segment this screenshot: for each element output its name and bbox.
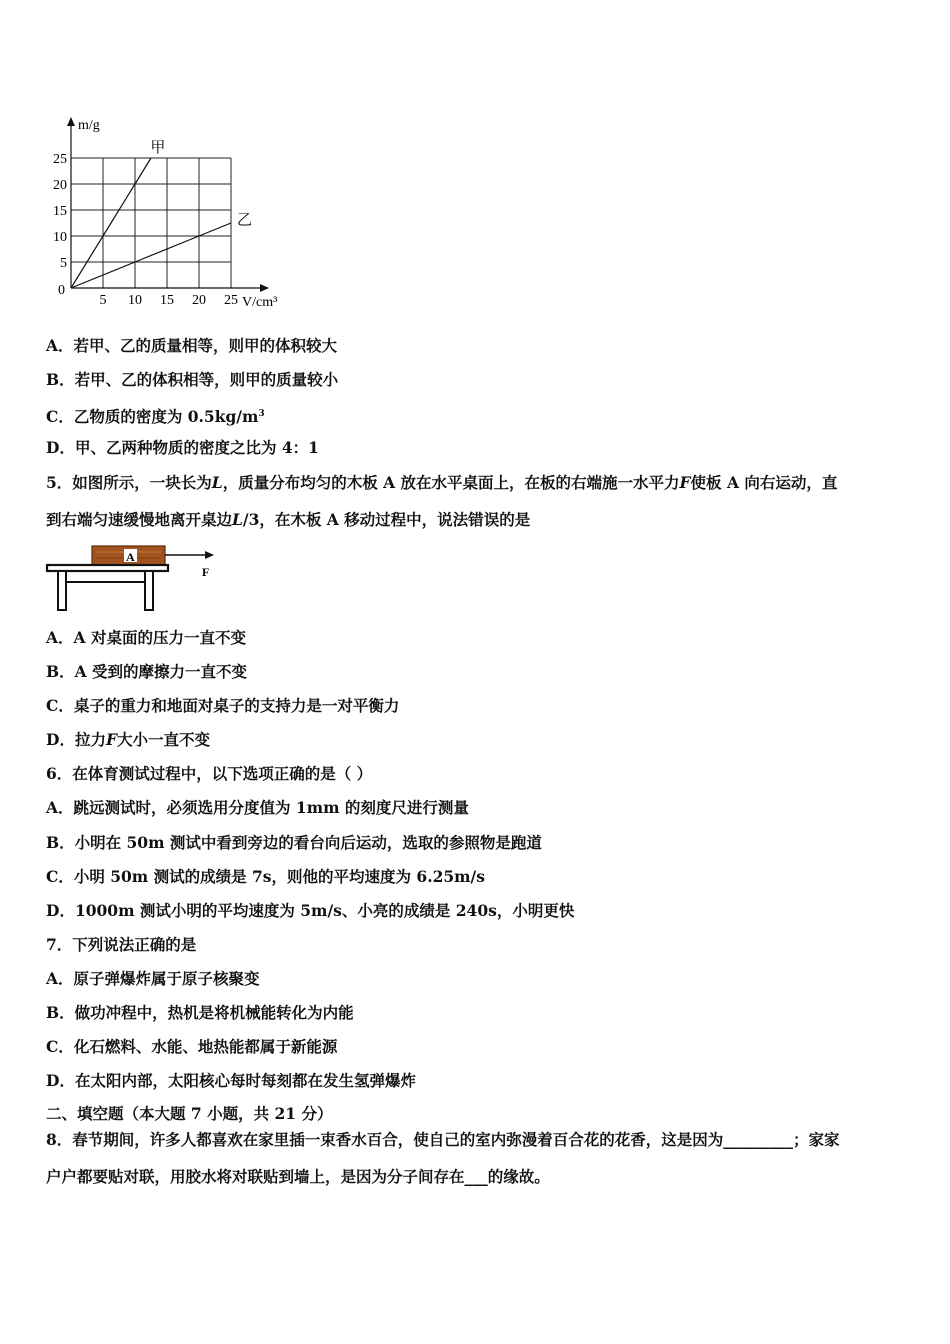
q5-var-F: F — [105, 730, 117, 749]
origin-label: 0 — [58, 283, 65, 298]
y-tick-label: 5 — [60, 256, 67, 271]
q6-option-c: C．小明 50m 测试的成绩是 7s，则他的平均速度为 6.25m/s — [46, 867, 485, 886]
q5-stem-part: ，质量分布均匀的木板 A 放在水平桌面上，在板的右端施一水平力 — [222, 473, 680, 492]
y-tick-label: 15 — [53, 204, 67, 219]
q5-option-a: A．A 对桌面的压力一直不变 — [46, 628, 246, 647]
q5-stem-part: /3，在木板 A 移动过程中，说法错误的是 — [242, 510, 531, 529]
q5-stem-line2 — [46, 510, 530, 530]
y-axis-label: m/g — [78, 118, 100, 133]
y-tick-label: 10 — [53, 230, 67, 245]
series-line-jia-ext — [135, 158, 151, 184]
q6-option-d: D．1000m 测试小明的平均速度为 5m/s、小亮的成绩是 240s，小明更快 — [46, 901, 575, 920]
y-tick-label: 25 — [53, 152, 67, 167]
x-tick-label: 20 — [192, 293, 206, 308]
force-arrow-head — [205, 551, 214, 559]
force-label: F — [202, 565, 210, 579]
q4-option-a: A．若甲、乙的质量相等，则甲的体积较大 — [46, 336, 338, 355]
board-label: A — [126, 550, 135, 564]
series-label-yi: 乙 — [237, 212, 253, 229]
x-tick-label: 15 — [160, 293, 174, 308]
q8-line2: 户户都要贴对联，用胶水将对联贴到墙上，是因为分子间存在___的缘故。 — [46, 1167, 550, 1186]
x-axis-label: V/cm³ — [242, 295, 278, 310]
chart-grid — [71, 158, 231, 288]
y-tick-label: 20 — [53, 178, 67, 193]
table-board-figure — [44, 543, 224, 613]
q7-option-a: A．原子弹爆炸属于原子核聚变 — [46, 969, 260, 988]
density-graph — [40, 114, 340, 314]
q4-option-b: B．若甲、乙的体积相等，则甲的质量较小 — [46, 370, 339, 389]
q5-var-L: L — [232, 510, 243, 529]
q7-option-d: D．在太阳内部，太阳核心每时每刻都在发生氢弹爆炸 — [46, 1071, 416, 1090]
x-tick-label: 25 — [224, 293, 238, 308]
x-axis-arrow — [260, 284, 269, 292]
q8-line1: 8．春节期间，许多人都喜欢在家里插一束香水百合，使自己的室内弥漫着百合花的花香，这是因为_________；家家 — [46, 1130, 840, 1149]
q4-option-d: D．甲、乙两种物质的密度之比为 4：1 — [46, 438, 319, 457]
q5-stem-part: 到右端匀速缓慢地离开桌边 — [46, 510, 233, 529]
y-axis-arrow — [67, 117, 75, 126]
q5-stem-part: 5．如图所示，一块长为 — [46, 473, 212, 492]
q5-option-d — [46, 730, 210, 750]
q4-option-c-sup: 3 — [258, 409, 265, 419]
chart-series — [71, 139, 252, 288]
table-leg-right — [145, 571, 153, 610]
table-leg-left — [58, 571, 66, 610]
q5-var-L: L — [211, 473, 223, 492]
x-tick-label: 10 — [128, 293, 142, 308]
series-label-jia: 甲 — [150, 140, 166, 156]
q5-var-F: F — [679, 473, 691, 492]
q5-option-d-text: D．拉力 — [46, 730, 106, 749]
q6-option-b: B．小明在 50m 测试中看到旁边的看台向后运动，选取的参照物是跑道 — [46, 833, 542, 852]
x-tick-labels — [100, 293, 239, 308]
q4-option-c — [46, 404, 265, 427]
q6-option-a: A．跳远测试时，必须选用分度值为 1mm 的刻度尺进行测量 — [46, 798, 469, 817]
q6-stem: 6．在体育测试过程中，以下选项正确的是（ ） — [46, 764, 373, 783]
x-tick-label: 5 — [99, 293, 107, 308]
q5-option-c: C．桌子的重力和地面对桌子的支持力是一对平衡力 — [46, 696, 400, 715]
section-2-title: 二、填空题（本大题 7 小题，共 21 分） — [46, 1104, 333, 1123]
q5-stem-part: 使板 A 向右运动，直 — [690, 473, 838, 492]
q7-stem: 7．下列说法正确的是 — [46, 935, 197, 954]
q5-stem-line1 — [46, 473, 837, 493]
q5-option-b: B．A 受到的摩擦力一直不变 — [46, 662, 248, 681]
q5-option-d-text: 大小一直不变 — [116, 730, 210, 749]
y-tick-labels — [53, 152, 67, 271]
q7-option-c: C．化石燃料、水能、地热能都属于新能源 — [46, 1037, 338, 1056]
q4-option-c-text: C．乙物质的密度为 0.5kg/m — [46, 407, 259, 427]
q7-option-b: B．做功冲程中，热机是将机械能转化为内能 — [46, 1003, 354, 1022]
series-line-yi — [71, 223, 231, 288]
